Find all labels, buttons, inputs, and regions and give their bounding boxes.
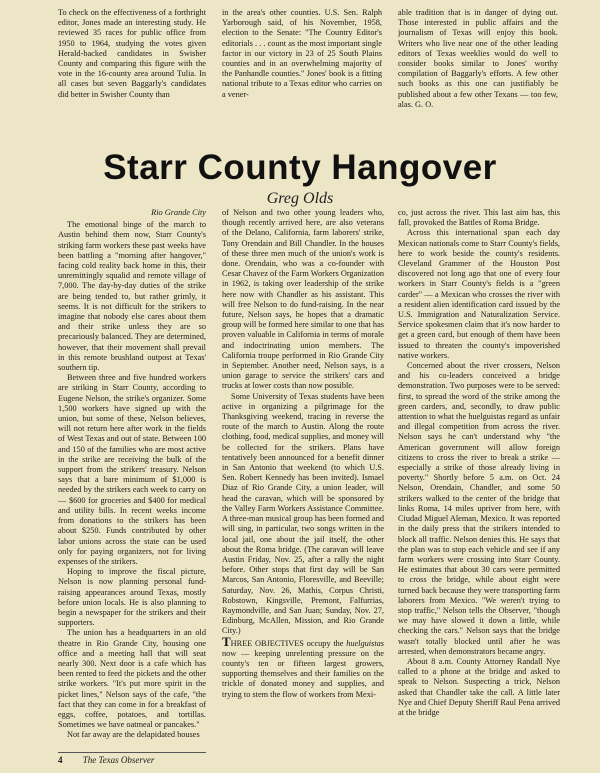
article-paragraph: Across this international span each day Mexican nationals come to Starr County's fields, here to work beside the county's residents. Cleveland Grammer of the Houston Post discovered not long ago that one of every four workers in Starr County's fields is a "green carder" — a Mexican who crosses the river with a resident alien identification card issued by the U.S. Immigration and Naturalization Service. Service spokesmen claim that it's now harder to get a green card, but enough of them have been issued to threaten the county's impoverished native workers. — [398, 228, 560, 360]
review-paragraph: able tradition that is in danger of dying out. Those interested in public affairs and the journalism of Texas will enjoy this book. Writers who live near one of the other leading editors of Texas weeklies would do well to consider books similar to Jones' worthy compilation of Baggarly's efforts. A few other such books as this one can justifiably be published about a few other Texans — too few, alas. G. O. — [398, 8, 558, 109]
article-column-3 — [398, 208, 560, 748]
review-paragraph: To check on the effectiveness of a forthright editor, Jones made an interesting study. He reviewed 35 races for public office from 1950 to 1964, studying the votes given Herald-backed candidates in Swisher County and comparing this figure with the vote in the 16-county area around Tulia. In all cases but seven Baggarly's candidates did better in Swisher County than — [58, 8, 206, 99]
article-byline: Greg Olds — [266, 190, 334, 207]
publication-name: The Texas Observer — [82, 755, 155, 765]
section-italic-word: huelguistas — [346, 638, 384, 648]
section-lead-text: HREE OBJECTIVES occupy the — [230, 638, 344, 648]
article-paragraph: co, just across the river. This last aim has, this fall, provoked the Battles of Roma Bridge. — [398, 208, 560, 228]
review-column-3 — [398, 8, 558, 168]
article-paragraph: Hoping to improve the fiscal picture, Nelson is now planning personal fund-raising appearances around Texas, mostly before union locals. He is also planning to begin a newspaper for the strikers and their supporters. — [58, 567, 206, 628]
page-number: 4 — [58, 755, 63, 765]
section-lead-paragraph — [222, 633, 384, 700]
section-body-text: now — keeping unrelenting pressure on the county's ten or fifteen largest growers, supporting themselves and their families on the trickle of donated money and supplies, and trying to stem the flow of workers from Mexi- — [222, 648, 384, 699]
article-paragraph: The union has a headquarters in an old theatre in Rio Grande City, housing one office and a meeting hall that will seat nearly 300. Next door is a cafe which has been rented to feed the pickets and the other strike workers. "It's put more spirit in the picket lines," Nelson says of the cafe, "the fact that they can come in for a breakfast of eggs, coffee, potatoes, and tortillas. Sometimes we have oatmeal or pancakes." — [58, 628, 206, 730]
review-column-1 — [58, 8, 206, 168]
review-paragraph: in the area's other counties. U.S. Sen. Ralph Yarborough said, of his November, 1958, election to the Senate: "The Country Editor's editorials . . . count as the most important single factor in our victory in 23 of 25 South Plains counties and in an overwhelming majority of the Panhandle counties." Jones' book is a fitting national tribute to a Texas editor who carries on a vener- — [222, 8, 382, 99]
article-paragraph: Between three and five hundred workers are striking in Starr County, according to Eugene Nelson, the strike's organizer. Some 1,500 workers have signed up with the union, but some of these, Nelson believes, will not return here after work in the fields of West Texas and out of state. Between 100 and 150 of the families who are most active in the strike are receiving the bulk of the support from the strikers' treasury. Nelson says that a bare minimum of $1,000 is needed by the strikers each week to carry on — $600 for groceries and $400 for medical and utility bills. In recent weeks income from donations to the strikers has been about $250. Funds contributed by other labor unions across the state can be used only for paying organizers, not for living expenses of the strikers. — [58, 373, 206, 566]
article-paragraph: Concerned about the river crossers, Nelson and his co-leaders conceived a bridge demonstration. Two purposes were to be served: first, to spread the word of the strike among the green carders, and, secondly, to draw public attention to what the huelguistas regard as unfair and illegal competition from across the river. Nelson says he can't understand why "the American government will allow foreign citizens to cross the river to break a strike — especially a strike of those already living in poverty." Shortly before 5 a.m. on Oct. 24 Nelson, Orendain, Chandler, and some 50 strikers walked to the center of the bridge that links Roma, 14 miles upriver from here, with Ciudad Miguel Aleman, Mexico. It was reported in the daily press that the strikers intended to block all traffic. Nelson denies this. He says that the plan was to stop each vehicle and see if any farm workers were crossing into Starr County. He estimates that about 30 cars were permitted to cross the bridge, while about eight were turned back because they were transporting farm laborers from Mexico. "We weren't trying to stop traffic," Nelson tells the Observer, "though we may have slowed it down a little, while checking the cars." Nelson says that the bridge wasn't totally blocked until after he was arrested, when demonstrators became angry. — [398, 361, 560, 656]
article-paragraph: The emotional binge of the march to Austin behind them now, Starr County's striking farm workers these past weeks have been battling a "morning after hangover," facing cold reality back home in this, their unremittingly squalid and remote village of 7,000. The day-by-day duties of the strike are being tended to, but rather grimly, it seems. It is not difficult for the strikers to imagine that nobody else cares about them and their strike unless they are so precariously balanced. They are determined, however, that their movement shall prevail in this remote brushland outpost at Texas' southern tip. — [58, 220, 206, 373]
article-paragraph: About 8 a.m. County Attorney Randall Nye called to a phone at the bridge and asked to speak to Nelson. Suspecting a trick, Nelson asked that Chandler take the call. A little later Nye and Chief Deputy Sheriff Raul Pena arrived at the bridge — [398, 656, 560, 717]
article-title: Starr County Hangover — [103, 148, 497, 187]
review-column-2 — [222, 8, 382, 168]
article-column-1 — [58, 208, 206, 748]
article-dateline: Rio Grande City — [151, 208, 206, 217]
article-paragraph: of Nelson and two other young leaders who, though recently arrived here, are also veterans of the Delano, California, farm laborers' strike, Tony Orendain and Bill Chandler. In the houses of these three men much of the union's work is done. Orendain, who was a co-founder with Cesar Chavez of the Farm Workers Organization in 1962, is taking over leadership of the strike here now with Chandler as his assistant. This will free Nelson to do fund-raising. In the near future, Nelson says, he hopes that a dramatic group will be formed here similar to one that has proven valuable in California in terms of morale and indoctrinating union members. The California troupe performed in Rio Grande City in September. Another need, Nelson says, is a union garage to service the strikers' cars and trucks at lower costs than now possible. — [222, 208, 384, 391]
article-column-2 — [222, 208, 384, 748]
article-paragraph: Not far away are the delapidated houses — [67, 730, 200, 740]
article-paragraph: Some University of Texas students have been active in organizing a pilgrimage for the Thanksgiving weekend, tracing in reverse the route of the march to Austin. Along the route clothing, food, medical supplies, and money will be collected for the strikers. Plans have tentatively been announced for a benefit dinner in San Antonio that weekend (to which U.S. Sen. Robert Kennedy has been invited). Ismael Diaz of Rio Grande City, a union leader, will head the caravan, which will be sponsored by the Valley Farm Workers Assistance Committee. A three-man musical group has been formed and will sing, in particular, two songs written in the local jail, one about the jail itself, the other about the Roma bridge. (The caravan will leave Austin Friday, Nov. 25, after a rally the night before. Other stops that first day will be San Marcos, San Antonio, Floresville, and Beeville; Saturday, Nov. 26, Mathis, Corpus Christi, Robstown, Kingsville, Premont, Falfurrias, Raymondville, and San Juan; Sunday, Nov. 27, Edinburg, McAllen, Mission, and Rio Grande City.) — [222, 391, 384, 636]
drop-cap: T — [222, 633, 231, 649]
page-footer — [58, 752, 206, 765]
